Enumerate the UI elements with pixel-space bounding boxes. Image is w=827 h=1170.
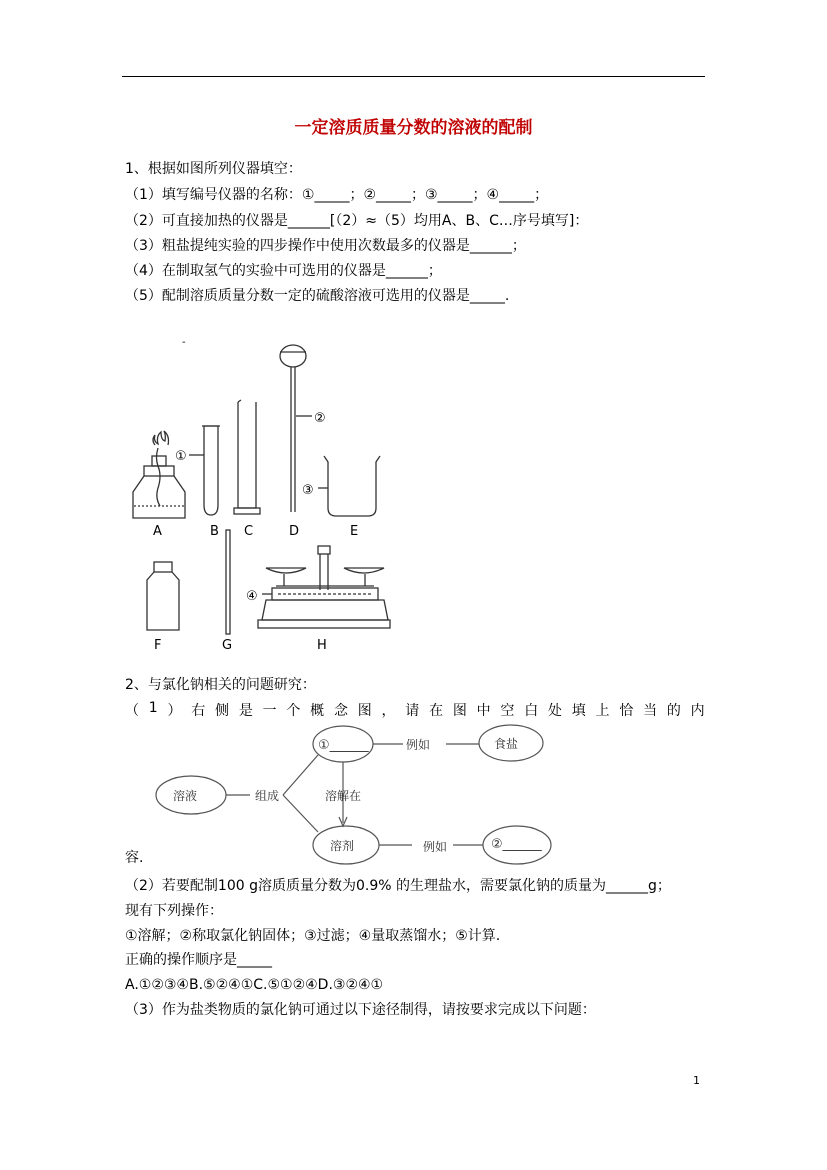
sub1-char: （ (125, 703, 139, 719)
sub1-char: 右 (191, 703, 206, 719)
label-a: A (153, 524, 162, 539)
label-d: D (289, 524, 300, 539)
q1-item-1: （1）填写编号仪器的名称：①_____；②_____；③_____；④_____； (125, 187, 549, 203)
salt-text: 食盐 (494, 737, 519, 751)
q2-sub1-end: 容. (125, 850, 144, 866)
page-number: 1 (693, 1074, 700, 1087)
q2-sub2-a: （2）若要配制100 g溶质质量分数为0.9% 的生理盐水，需要氯化钠的质量为______g； (125, 878, 671, 894)
sub1-char: 白 (524, 703, 539, 719)
solute-blank: ①______ (318, 738, 369, 753)
sub1-char: 一 (262, 703, 277, 719)
sub1-char: 图 (357, 703, 372, 719)
sub1-char: 侧 (215, 703, 230, 719)
sub1-char: ） (167, 703, 182, 719)
sub1-char: 空 (500, 703, 515, 719)
label-g: G (222, 638, 233, 653)
sub1-char: 概 (310, 703, 325, 719)
solution-text: 溶液 (173, 789, 198, 803)
example1-text: 例如 (406, 738, 431, 752)
solvent-blank: ②______ (491, 837, 542, 852)
sub1-char: 个 (286, 703, 301, 719)
sub1-char: 内 (690, 703, 705, 719)
compose-text: 组成 (255, 789, 280, 803)
dissolve-in-text: 溶解在 (325, 789, 362, 803)
sub1-char: 请 (405, 703, 420, 719)
sub1-char: 1 (148, 700, 158, 716)
example2-text: 例如 (423, 840, 448, 854)
sub1-char: 填 (571, 703, 586, 719)
stray-dot: - (182, 337, 186, 348)
q1-item-2: （2）可直接加热的仪器是______[（2）≈（5）均用A、B、C…序号填写]： (125, 213, 589, 229)
mark-2: ② (314, 411, 326, 426)
sub1-char: 当 (643, 703, 658, 719)
q1-item-4: （4）在制取氢气的实验中可选用的仪器是______； (125, 263, 442, 279)
label-c: C (244, 524, 254, 539)
sub1-char: 上 (595, 703, 610, 719)
q2-stem: 2、与氯化钠相关的问题研究： (125, 677, 316, 693)
q1-item-3: （3）粗盐提纯实验的四步操作中使用次数最多的仪器是______； (125, 238, 526, 254)
sub1-char: 在 (429, 703, 444, 719)
sub1-char: ， (381, 703, 396, 719)
sub1-char: 处 (547, 703, 562, 719)
mark-4: ④ (246, 589, 258, 604)
sub1-char: 图 (452, 703, 467, 719)
label-e: E (350, 524, 359, 539)
q2-sub2-q: 正确的操作顺序是_____ (125, 952, 272, 968)
q2-sub3: （3）作为盐类物质的氯化钠可通过以下途径制得，请按要求完成以下问题： (125, 1002, 596, 1018)
sub1-char: 中 (476, 703, 491, 719)
sub1-char: 是 (238, 703, 253, 719)
q1-stem: 1、根据如图所列仪器填空： (125, 161, 302, 177)
sub1-char: 的 (666, 703, 681, 719)
q2-sub2-ops: ①溶解；②称取氯化钠固体；③过滤；④量取蒸馏水；⑤计算. (125, 928, 501, 944)
label-f: F (154, 638, 162, 653)
sub1-char: 念 (333, 703, 348, 719)
mark-1: ① (175, 449, 187, 464)
mark-3: ③ (302, 483, 314, 498)
q1-item-5: （5）配制溶质质量分数一定的硫酸溶液可选用的仪器是_____. (125, 288, 510, 304)
sub1-char: 恰 (619, 703, 634, 719)
q2-sub2-b: 现有下列操作： (125, 903, 223, 919)
label-h: H (317, 638, 327, 653)
page-title: 一定溶质质量分数的溶液的配制 (294, 118, 533, 138)
solvent-text: 溶剂 (330, 839, 355, 853)
label-b: B (210, 524, 219, 539)
q2-sub2-choices: A.①②③④B.⑤②④①C.⑤①②④D.③②④① (125, 977, 384, 993)
